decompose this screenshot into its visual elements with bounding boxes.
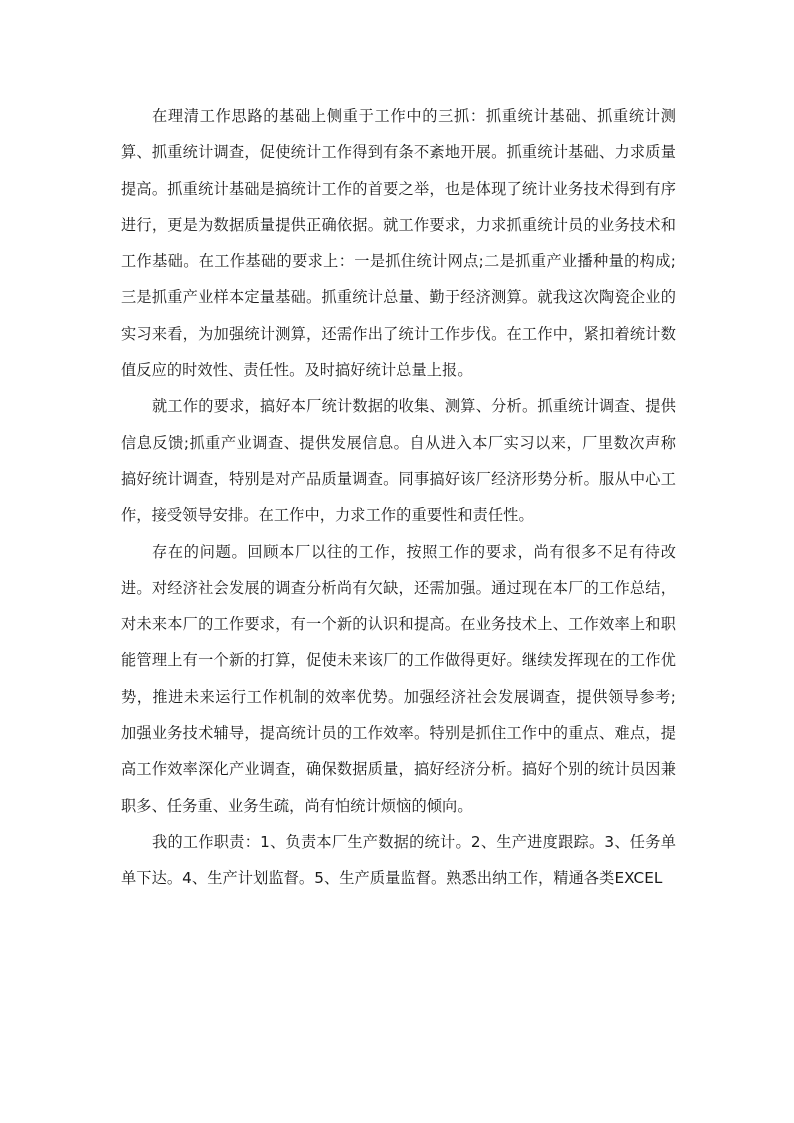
paragraph: 存在的问题。回顾本厂以往的工作，按照工作的要求，尚有很多不足有待改进。对经济社会发展的调查分析尚有欠缺，还需加强。通过现在本厂的工作总结，对未来本厂的工作要求，有一个新的认识和提高。在业务技术上、工作效率上和职能管理上有一个新的打算，促使未来该厂的工作做得更好。继续发挥现在的工作优势，推进未来运行工作机制的效率优势。加强经济社会发展调查，提供领导参考;加强业务技术辅导，提高统计员的工作效率。特别是抓住工作中的重点、难点，提高工作效率深化产业调查，确保数据质量，搞好经济分析。搞好个别的统计员因兼职多、任务重、业务生疏，尚有怕统计烦恼的倾向。 [121, 542, 676, 815]
paragraph: 就工作的要求，搞好本厂统计数据的收集、测算、分析。抓重统计调查、提供信息反馈;抓重产业调查、提供发展信息。自从进入本厂实习以来，厂里数次声称搞好统计调查，特别是对产品质量调查。同事搞好该厂经济形势分析。服从中心工作，接受领导安排。在工作中，力求工作的重要性和责任性。 [121, 397, 676, 525]
paragraph: 我的工作职责：1、负责本厂生产数据的统计。2、生产进度跟踪。3、任务单单下达。4、生产计划监督。5、生产质量监督。熟悉出纳工作，精通各类EXCEL [121, 832, 676, 888]
document-body [121, 98, 676, 897]
paragraph: 在理清工作思路的基础上侧重于工作中的三抓：抓重统计基础、抓重统计测算、抓重统计调查，促使统计工作得到有条不紊地开展。抓重统计基础、力求质量提高。抓重统计基础是搞统计工作的首要之举，也是体现了统计业务技术得到有序进行，更是为数据质量提供正确依据。就工作要求，力求抓重统计员的业务技术和工作基础。在工作基础的要求上：一是抓住统计网点;二是抓重产业播种量的构成;三是抓重产业样本定量基础。抓重统计总量、勤于经济测算。就我这次陶瓷企业的实习来看，为加强统计测算，还需作出了统计工作步伐。在工作中，紧扣着统计数值反应的时效性、责任性。及时搞好统计总量上报。 [121, 107, 676, 380]
